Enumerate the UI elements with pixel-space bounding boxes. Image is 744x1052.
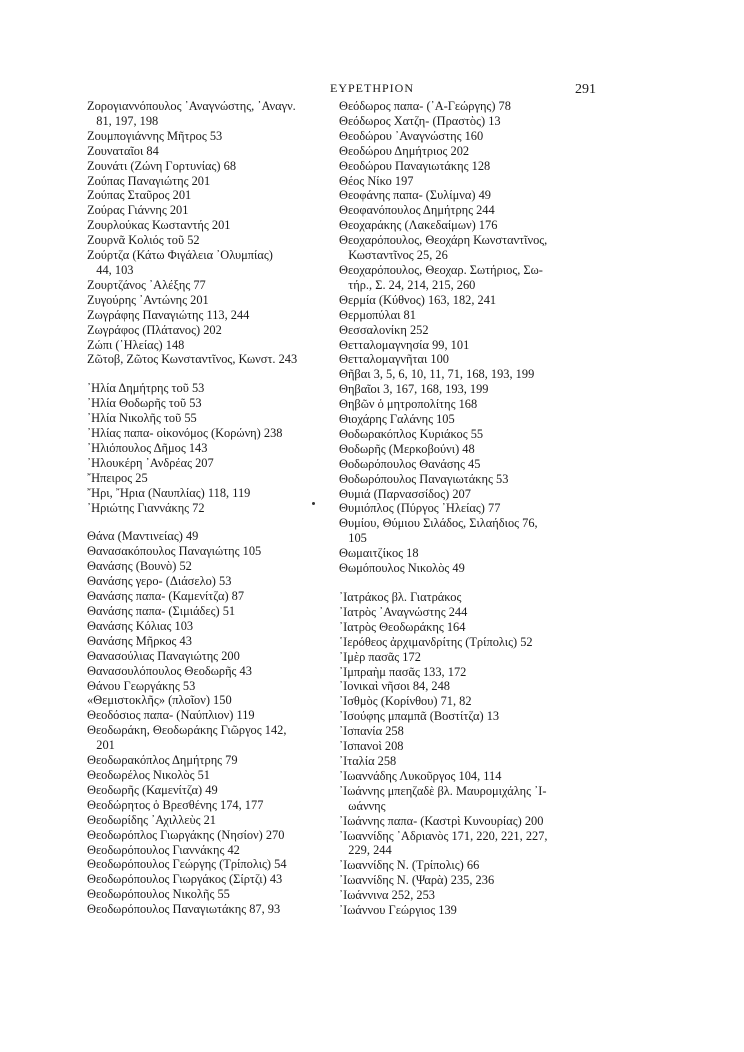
index-entry: ᾿Ιωαννάδης Λυκοῦργος 104, 114 — [339, 768, 502, 783]
index-entry: ᾿Ιατρὸς ᾿Αναγνώστης 244 — [339, 604, 468, 619]
index-entry: Θυμίου, Θύμιου Σιλάδος, Σιλαήδιος 76, — [339, 516, 538, 531]
index-entry: 81, 197, 198 — [87, 113, 159, 128]
index-entry: Θεοδώρου ᾿Αναγνώστης 160 — [339, 128, 484, 143]
index-entry: Θεόδωρος παπα- (᾿Α-Γεώργης) 78 — [339, 99, 511, 113]
index-entry: Θοδωρῆς (Μερκοβούνι) 48 — [339, 441, 475, 456]
index-entry: Ζούρτζα (Κάτω Φιγάλεια ᾿Ολυμπίας) — [87, 248, 273, 263]
index-entry: Θεοδωρίδης ᾿Αχιλλεὺς 21 — [87, 812, 216, 827]
index-entry: Ζούρας Γιάννης 201 — [87, 203, 189, 218]
page-title: ΕΥΡΕΤΗΡΙΟΝ — [330, 81, 414, 95]
index-entry: Ζουρνᾶ Κολιός τοῦ 52 — [87, 233, 200, 248]
ink-speck — [312, 502, 315, 505]
index-entry: Θηβῶν ὁ μητροπολίτης 168 — [339, 397, 478, 412]
index-entry: ᾿Ισθμὸς (Κορίνθου) 71, 82 — [339, 694, 472, 709]
index-column-right — [339, 99, 591, 918]
index-entry: Θεοδωρόπουλος Γιαννάκης 42 — [87, 842, 240, 857]
index-entry: 44, 103 — [87, 262, 134, 277]
index-entry: ᾿Ιονικαὶ νῆσοι 84, 248 — [339, 679, 451, 694]
index-entry: Θεοδωρέλος Νικολὸς 51 — [87, 767, 210, 782]
index-entry: Κωσταντῖνος 25, 26 — [339, 248, 448, 263]
index-entry: Ζορογιαννόπουλος ᾿Αναγνώστης, ᾿Αναγν. — [87, 99, 296, 113]
index-entry: Θεόδωρος Χατζη- (Πραστὸς) 13 — [339, 113, 501, 128]
index-entry: Θοδωρόπουλος Θανάσης 45 — [339, 456, 481, 471]
index-column-left — [87, 99, 325, 917]
index-entry: ᾿Ιταλία 258 — [339, 753, 397, 768]
index-entry: ᾿Ισπανία 258 — [339, 724, 404, 739]
index-entry: Θεοφάνης παπα- (Συλίμνα) 49 — [339, 188, 491, 203]
index-entry: Ζώπι (᾿Ηλείας) 148 — [87, 337, 185, 352]
index-entry: Θανασούλιας Παναγιώτης 200 — [87, 648, 240, 663]
index-entry: «Θεμιστοκλῆς» (πλοῖον) 150 — [87, 693, 232, 708]
index-entry: ᾿Ισπανοὶ 208 — [339, 739, 404, 754]
index-entry: ᾿Ηλία Δημήτρης τοῦ 53 — [87, 381, 205, 396]
index-entry: Θανάσης γερο- (Διάσελο) 53 — [87, 574, 232, 589]
index-entry: Ζουνάτι (Ζώνη Γορτυνίας) 68 — [87, 158, 237, 173]
index-entry: Θεοδωρακόπλος Δημήτρης 79 — [87, 753, 238, 768]
index-entry: Θυμιά (Παρνασσίδος) 207 — [339, 486, 471, 501]
index-entry: Θερμία (Κύθνος) 163, 182, 241 — [339, 292, 497, 307]
index-entry: Θῆβαι 3, 5, 6, 10, 11, 71, 168, 193, 199 — [339, 367, 535, 382]
index-entry: Ζουμπογιάννης Μῆτρος 53 — [87, 128, 223, 143]
index-entry: Θάνου Γεωργάκης 53 — [87, 678, 196, 693]
index-entry: ᾿Ισούφης μπαμπᾶ (Βοστίτζα) 13 — [339, 709, 500, 724]
index-entry: Θανάσης Μῆρκος 43 — [87, 633, 192, 648]
index-entry: Θεοδωρόπουλος Παναγιωτάκης 87, 93 — [87, 902, 281, 917]
index-entry: Θεοδωρῆς (Καμενίτζα) 49 — [87, 782, 218, 797]
index-entry: 229, 244 — [339, 843, 392, 858]
index-entry: Θανάσης (Βουνὸ) 52 — [87, 559, 192, 574]
index-entry: Θοδωρακόπλος Κυριάκος 55 — [339, 426, 484, 441]
index-entry: Θανάσης Κόλιας 103 — [87, 618, 194, 633]
index-entry: Θεοφανόπουλος Δημήτρης 244 — [339, 203, 495, 218]
index-entry: ᾿Ηλουκέρη ᾿Ανδρέας 207 — [87, 455, 214, 470]
index-entry: Ζουναταῖοι 84 — [87, 143, 159, 158]
index-entry: ῾Ιερόθεος ἀρχιμανδρίτης (Τρίπολις) 52 — [339, 634, 533, 649]
index-entry: Ζωγράφης Παναγιώτης 113, 244 — [87, 307, 250, 322]
index-entry: Θετταλομαγνησία 99, 101 — [339, 337, 470, 352]
index-entry: ᾿Ηλία Θοδωρῆς τοῦ 53 — [87, 396, 202, 411]
index-entry: 105 — [339, 531, 367, 546]
index-entry: Θερμοπύλαι 81 — [339, 307, 416, 322]
index-entry: ᾿Ηλιόπουλος Δῆμος 143 — [87, 440, 208, 455]
index-entry: ᾿Ιωαννίδης ᾿Αδριανὸς 171, 220, 221, 227, — [339, 828, 548, 843]
index-entry: ᾿Ιωάννης παπα- (Καστρὶ Κυνουρίας) 200 — [339, 813, 544, 828]
index-entry: Θεοδώρου Δημήτριος 202 — [339, 143, 470, 158]
index-entry: Θεοδωρόπουλος Γιωργάκος (Σίρτζι) 43 — [87, 872, 283, 887]
index-entry: Θάνα (Μαντινείας) 49 — [87, 529, 199, 544]
index-entry: Θοδωρόπουλος Παναγιωτάκης 53 — [339, 471, 509, 486]
index-entry: Θηβαῖοι 3, 167, 168, 193, 199 — [339, 382, 489, 397]
index-entry: ᾿Ιατρὸς Θεοδωράκης 164 — [339, 619, 466, 634]
index-entry: Θεοδωρόπουλος Γεώργης (Τρίπολις) 54 — [87, 857, 287, 872]
index-entry: Θετταλομαγνῆται 100 — [339, 352, 449, 367]
section-gap — [87, 515, 325, 529]
index-entry: Ζουρλούκας Κωσταντής 201 — [87, 218, 231, 233]
index-entry: Θεοχαρόπουλος, Θεοχάρη Κωνσταντῖνος, — [339, 233, 548, 248]
index-entry: Θέος Νίκο 197 — [339, 173, 414, 188]
index-entry: Θανάσης παπα- (Καμενίτζα) 87 — [87, 589, 245, 604]
index-entry: Θανάσης παπα- (Σιμιάδες) 51 — [87, 604, 236, 618]
index-entry: Ζωγράφος (Πλάτανος) 202 — [87, 322, 222, 337]
index-entry: Ζυγούρης ᾿Αντώνης 201 — [87, 292, 209, 307]
index-entry: Θεοχαράκης (Λακεδαίμων) 176 — [339, 218, 498, 233]
index-entry: ᾿Ιωαννίδης Ν. (Ψαρὰ) 235, 236 — [339, 873, 495, 888]
index-entry: 201 — [87, 738, 115, 753]
index-entry: Θανασακόπουλος Παναγιώτης 105 — [87, 544, 262, 559]
index-entry: Θεοδωρόπουλος Νικολῆς 55 — [87, 887, 230, 902]
index-entry: Θωμόπουλος Νικολὸς 49 — [339, 561, 465, 576]
index-entry: Θεοχαρόπουλος, Θεοχαρ. Σωτήριος, Σω- — [339, 262, 543, 277]
index-entry: Θεοδωρόπλος Γιωργάκης (Νησίον) 270 — [87, 827, 285, 842]
index-entry: τήρ., Σ. 24, 214, 215, 260 — [339, 277, 476, 292]
index-entry: Θιοχάρης Γαλάνης 105 — [339, 412, 455, 427]
index-entry: ᾿Ηλίας παπα- οἰκονόμος (Κορώνη) 238 — [87, 426, 283, 441]
index-entry: ᾿Ιμὲρ πασᾶς 172 — [339, 649, 421, 664]
index-entry: Θεοδόσιος παπα- (Ναύπλιον) 119 — [87, 708, 255, 723]
index-entry: Θεοδώρου Παναγιωτάκης 128 — [339, 158, 491, 173]
index-entry: ᾿Ιωάννης μπεηζαδὲ βλ. Μαυρομιχάλης ᾿Ι- — [339, 783, 547, 798]
index-entry: Θεσσαλονίκη 252 — [339, 322, 429, 337]
page-number: 291 — [575, 82, 596, 97]
index-entry: Θυμιόπλος (Πύργος ᾿Ηλείας) 77 — [339, 501, 501, 516]
index-entry: Θεοδωράκη, Θεοδωράκης Γιῶργος 142, — [87, 723, 287, 738]
index-entry: ᾿Ιωάννινα 252, 253 — [339, 888, 435, 903]
index-entry: ωάννης — [339, 798, 386, 813]
index-entry: ῎Ηπειρος 25 — [87, 470, 148, 485]
index-entry: Ζουρτζάνος ᾿Αλέξης 77 — [87, 277, 206, 292]
index-entry: ᾿Ιατράκος βλ. Γιατράκος — [339, 590, 462, 604]
index-entry: Ζούπας Σταῦρος 201 — [87, 188, 192, 203]
index-entry: ᾿Ηριώτης Γιαννάκης 72 — [87, 500, 205, 515]
index-entry: Θεοδώρητος ὁ Βρεσθένης 174, 177 — [87, 797, 264, 812]
index-entry: Ζούπας Παναγιώτης 201 — [87, 173, 211, 188]
section-gap — [339, 576, 591, 590]
index-entry: ᾿Ιωαννίδης Ν. (Τρίπολις) 66 — [339, 858, 480, 873]
index-entry: Θωμαιτζίκος 18 — [339, 546, 419, 561]
section-gap — [87, 367, 325, 381]
index-entry: ᾿Ιωάννου Γεώργιος 139 — [339, 903, 457, 918]
index-entry: Ζῶτοβ, Ζῶτος Κωνσταντῖνος, Κωνστ. 243 — [87, 352, 298, 367]
index-entry: ᾿Ηλία Νικολῆς τοῦ 55 — [87, 411, 197, 426]
index-entry: ᾿Ιμπραὴμ πασᾶς 133, 172 — [339, 664, 467, 679]
index-entry: ῎Ηρι, ῎Ηρια (Ναυπλίας) 118, 119 — [87, 485, 251, 500]
index-entry: Θανασουλόπουλος Θεοδωρῆς 43 — [87, 663, 252, 678]
